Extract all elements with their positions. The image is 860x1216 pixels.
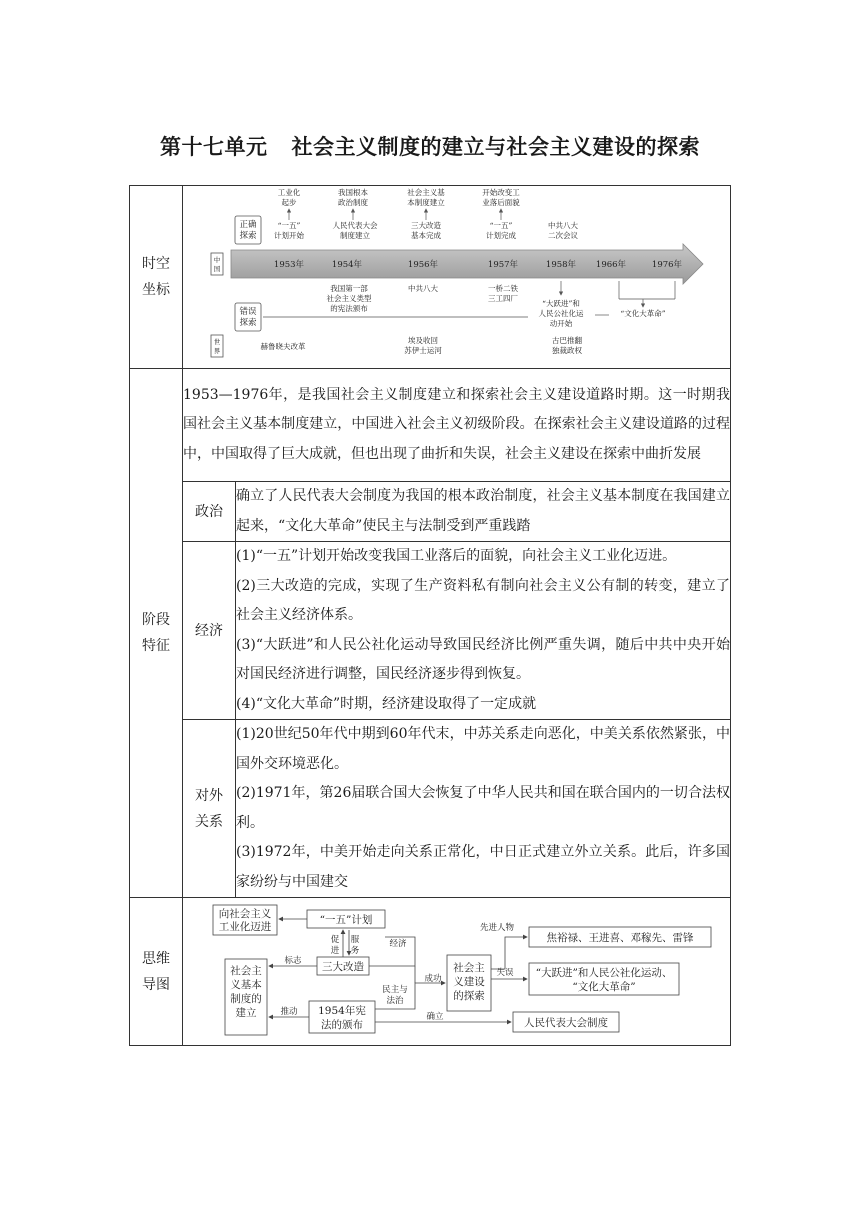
foreign-item: (2)1971年，第26届联合国大会恢复了中华人民共和国在联合国内的一切合法权利。 xyxy=(236,785,730,831)
year-label: 1956年 xyxy=(407,259,439,270)
year-label: 1976年 xyxy=(651,259,683,270)
year-label: 1958年 xyxy=(545,259,577,270)
note-text: 独裁政权 xyxy=(552,345,582,355)
mindmap-label: 标志 xyxy=(284,955,302,966)
mindmap-label: 民主与 xyxy=(382,984,408,995)
label-line: 时空 xyxy=(142,256,170,272)
mindmap-text: 义建设 xyxy=(453,975,485,988)
note-text: 工业化 xyxy=(277,187,301,197)
box-text: 探索 xyxy=(239,230,257,241)
label-line: 阶段 xyxy=(142,612,170,628)
mindmap-label: 经济 xyxy=(389,938,407,949)
note-text: 政治制度 xyxy=(338,197,368,207)
box-text: 正确 xyxy=(239,219,257,230)
politics-text: 确立了人民代表大会制度为我国的根本政治制度，社会主义基本制度在我国建立起来，“文化大革命”使民主与法制受到严重践踏 xyxy=(236,482,731,542)
wrong-explore-box xyxy=(235,303,261,331)
box-text: 世 xyxy=(213,337,221,346)
year-label: 1966年 xyxy=(595,259,627,270)
politics-label: 政治 xyxy=(183,482,236,542)
note-text: “一五” xyxy=(277,220,301,230)
mindmap-label: 推动 xyxy=(280,1006,298,1017)
note-text: 业落后面貌 xyxy=(482,197,520,207)
mindmap-label: 促 xyxy=(330,934,340,945)
note-text: 赫鲁晓夫改革 xyxy=(260,341,306,351)
label-line: 坐标 xyxy=(142,282,170,298)
foreign-item: (3)1972年，中美开始走向关系正常化，中日正式建立外立关系。此后，许多国家纷纷与中国建交 xyxy=(236,844,730,890)
label-line: 特征 xyxy=(142,638,170,654)
timeline-row xyxy=(130,186,731,369)
timeline-cell xyxy=(183,186,731,369)
economy-item: (4)“文化大革命”时期，经济建设取得了一定成就 xyxy=(236,695,537,712)
note-text: 计划开始 xyxy=(274,230,304,240)
mindmap-text: “大跃进”和人民公社化运动、 xyxy=(535,966,673,979)
mindmap-label: 失误 xyxy=(496,967,514,978)
page-title xyxy=(0,131,860,161)
note-text: 埃及收回 xyxy=(408,335,438,345)
mindmap-text: 人民代表大会制度 xyxy=(524,1016,608,1029)
note-text: 三大改造 xyxy=(411,220,441,230)
note-text: 二次会议 xyxy=(548,230,578,240)
note-text: 基本完成 xyxy=(411,230,441,240)
note-text: 计划完成 xyxy=(486,230,516,240)
mindmap-text: “一五”计划 xyxy=(319,913,373,926)
mindmap-text: 1954年宪 xyxy=(318,1004,366,1017)
note-text: 动开始 xyxy=(549,318,573,328)
economy-item: (2)三大改造的完成，实现了生产资料私有制向社会主义公有制的转变，建立了社会主义经济体系。 xyxy=(236,577,730,623)
mindmap-text: 工业化迈进 xyxy=(218,920,272,933)
unit-number: 第十七单元 xyxy=(160,135,268,159)
timeline-label xyxy=(130,186,183,369)
note-text: 三工四厂 xyxy=(488,293,518,303)
mindmap-text: 焦裕禄、王进喜、邓稼先、雷锋 xyxy=(546,931,694,944)
note-text: “一五” xyxy=(489,220,513,230)
box-text: 界 xyxy=(213,346,221,355)
mindmap-label: 服 xyxy=(350,934,360,945)
note-text: 中共八大 xyxy=(408,283,438,293)
year-label: 1957年 xyxy=(487,259,519,270)
mindmap-label: 成功 xyxy=(424,973,442,984)
mindmap-text: 三大改造 xyxy=(322,960,364,973)
note-text: 的宪法颁布 xyxy=(330,303,368,313)
mindmap-label: 进 xyxy=(330,945,340,956)
timeline-diagram xyxy=(183,187,730,368)
stage-label xyxy=(130,369,183,898)
note-text: 我国根本 xyxy=(338,187,368,197)
mindmap-label: 确立 xyxy=(426,1011,444,1022)
year-label: 1953年 xyxy=(273,259,305,270)
box-text: 错误 xyxy=(239,306,257,317)
year-label: 1954年 xyxy=(331,259,363,270)
note-text: 人民公社化运 xyxy=(538,308,584,318)
economy-label: 经济 xyxy=(183,542,236,720)
economy-item: (3)“大跃进”和人民公社化运动导致国民经济比例严重失调，随后中共中央开始对国民经济进行调整，国民经济逐步得到恢复。 xyxy=(236,636,730,682)
foreign-item: (1)20世纪50年代中期到60年代末，中苏关系走向恶化，中美关系依然紧张，中国外交环境恶化。 xyxy=(236,726,730,772)
box-text: 中 xyxy=(213,255,221,264)
economy-text xyxy=(236,542,731,720)
mindmap-text: 制度的 xyxy=(230,992,262,1005)
politics-row xyxy=(130,482,731,542)
label-line: 导图 xyxy=(142,976,170,993)
box-text: 探索 xyxy=(239,317,257,328)
mindmap-text: 建立 xyxy=(235,1006,257,1019)
mindmap-text: 社会主 xyxy=(230,964,262,977)
foreign-text xyxy=(236,720,731,898)
stage-summary: 1953—1976年，是我国社会主义制度建立和探索社会主义建设道路时期。这一时期我国社会主义基本制度建立，中国进入社会主义初级阶段。在探索社会主义建设道路的过程中，中国取得了巨大成就，但也出现了曲折和失误，社会主义建设在探索中曲折发展 xyxy=(183,369,731,482)
mindmap-text: 向社会主义 xyxy=(218,907,272,920)
mindmap-text: 义基本 xyxy=(230,978,262,991)
economy-row xyxy=(130,542,731,720)
note-text: 开始改变工 xyxy=(482,187,520,197)
note-text: 制度建立 xyxy=(340,230,370,240)
foreign-label xyxy=(183,720,236,898)
foreign-row xyxy=(130,720,731,898)
note-text: 社会主义类型 xyxy=(326,293,372,303)
unit-title: 社会主义制度的建立与社会主义建设的探索 xyxy=(291,135,700,159)
mindmap-label xyxy=(130,898,183,1046)
world-box xyxy=(211,335,223,357)
label-line: 关系 xyxy=(195,813,223,830)
economy-item: (1)“一五”计划开始改变我国工业落后的面貌，向社会主义工业化迈进。 xyxy=(236,548,677,564)
mindmap-text: 法的颁布 xyxy=(321,1018,363,1031)
mindmap-cell xyxy=(183,898,731,1046)
unit-overview-table xyxy=(129,185,731,1046)
mindmap-text: 社会主 xyxy=(453,961,485,974)
mindmap-label: 务 xyxy=(350,945,360,956)
note-text: “文化大革命” xyxy=(620,308,666,318)
note-text: 苏伊士运河 xyxy=(404,345,442,355)
note-text: 古巴推翻 xyxy=(552,335,582,345)
mindmap-label: 先进人物 xyxy=(479,922,515,933)
note-text: 起步 xyxy=(281,197,297,207)
note-text: 人民代表大会 xyxy=(332,220,378,230)
stage-summary-row xyxy=(130,369,731,482)
mindmap-text: “文化大革命” xyxy=(572,980,636,993)
label-line: 对外 xyxy=(195,787,223,804)
correct-explore-box xyxy=(235,216,261,244)
note-text: 一桥二铁 xyxy=(488,283,518,293)
mindmap-row xyxy=(130,898,731,1046)
note-text: 社会主义基 xyxy=(407,187,445,197)
note-text: 我国第一部 xyxy=(330,283,368,293)
note-text: “大跃进”和 xyxy=(542,298,580,308)
mind-map-diagram xyxy=(183,899,730,1045)
note-text: 本制度建立 xyxy=(407,197,445,207)
box-text: 国 xyxy=(213,264,221,273)
china-box xyxy=(211,253,223,275)
mindmap-label: 法治 xyxy=(386,995,404,1006)
mindmap-text: 的探索 xyxy=(453,989,485,1002)
note-text: 中共八大 xyxy=(548,220,578,230)
label-line: 思维 xyxy=(142,950,170,967)
